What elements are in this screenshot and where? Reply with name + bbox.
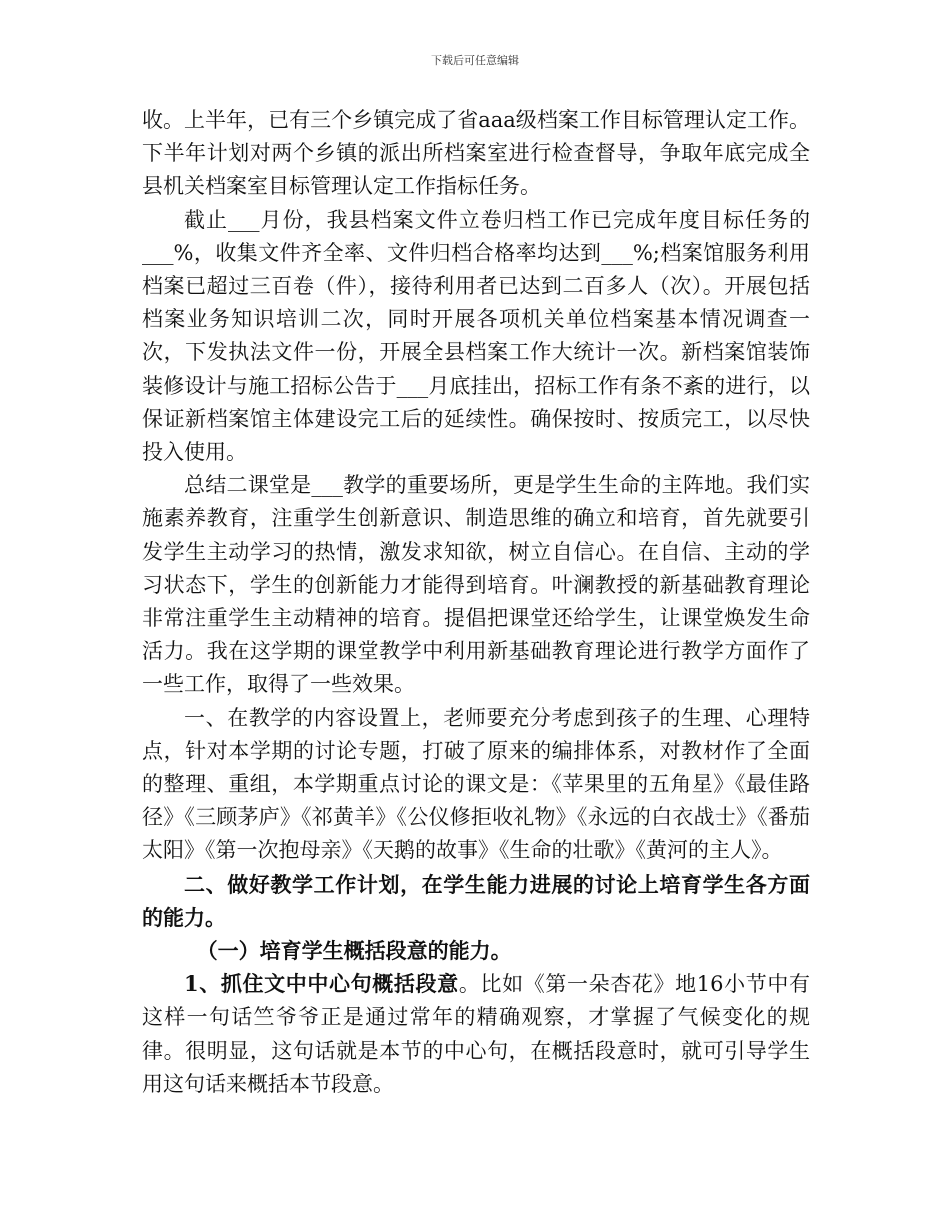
paragraph-central-sentence	[142, 967, 810, 1101]
paragraph-archive-intro: 收。上半年，已有三个乡镇完成了省aaa级档案工作目标管理认定工作。下半年计划对两个乡镇的派出所档案室进行检查督导，争取年底完成全县机关档案室目标管理认定工作指标任务。	[142, 108, 810, 199]
document-body	[142, 104, 810, 1101]
paragraph-teaching-summary: 总结二课堂是___教学的重要场所，更是学生生命的主阵地。我们实施素养教育，注重学生创新意识、制造思维的确立和培育，首先就要引发学生主动学习的热情，激发求知欲，树立自信心。在自信、主动的学习状态下，学生的创新能力才能得到培育。叶澜教授的新基础教育理论非常注重学生主动精神的培育。提倡把课堂还给学生，让课堂焕发生命活力。我在这学期的课堂教学中利用新基础教育理论进行教学方面作了一些工作，取得了一些效果。	[142, 473, 810, 697]
paragraph-archive-progress: 截止___月份，我县档案文件立卷归档工作已完成年度目标任务的___%，收集文件齐全率、文件归档合格率均达到___%;档案馆服务利用档案已超过三百卷（件），接待利用者已达到二百多人（次）。开展包括档案业务知识培训二次，同时开展各项机关单位档案基本情况调查一次，下发执法文件一份，开展全县档案工作大统计一次。新档案馆装饰装修设计与施工招标公告于___月底挂出，招标工作有条不紊的进行，以保证新档案馆主体建设完工后的延续性。确保按时、按质完工，以尽快投入使用。	[142, 207, 810, 465]
paragraph-central-sentence-lead: 1、抓住文中中心句概括段意	[184, 971, 459, 997]
paragraph-content-setting: 一、在教学的内容设置上，老师要充分考虑到孩子的生理、心理特点，针对本学期的讨论专题，打破了原来的编排体系，对教材作了全面的整理、重组，本学期重点讨论的课文是：《苹果里的五角星》《最佳路径》《三顾茅庐》《祁黄羊》《公仪修拒收礼物》《永远的白衣战士》《番茄太阳》《第一次抱母亲》《天鹅的故事》《生命的壮歌》《黄河的主人》。	[142, 705, 810, 863]
paragraph-central-sentence-body: 。比如《第一朵杏花》地16小节中有这样一句话竺爷爷正是通过常年的精确观察，才掌握了气候变化的规律。很明显，这句话就是本节的中心句，在概括段意时，就可引导学生用这句话来概括本节段意。	[142, 972, 810, 1096]
page-header-note: 下载后可任意编辑	[431, 54, 519, 67]
heading-subsection-one: （一）培育学生概括段意的能力。	[196, 938, 512, 964]
heading-section-two: 二、做好教学工作计划，在学生能力进展的讨论上培育学生各方面的能力。	[142, 871, 810, 930]
